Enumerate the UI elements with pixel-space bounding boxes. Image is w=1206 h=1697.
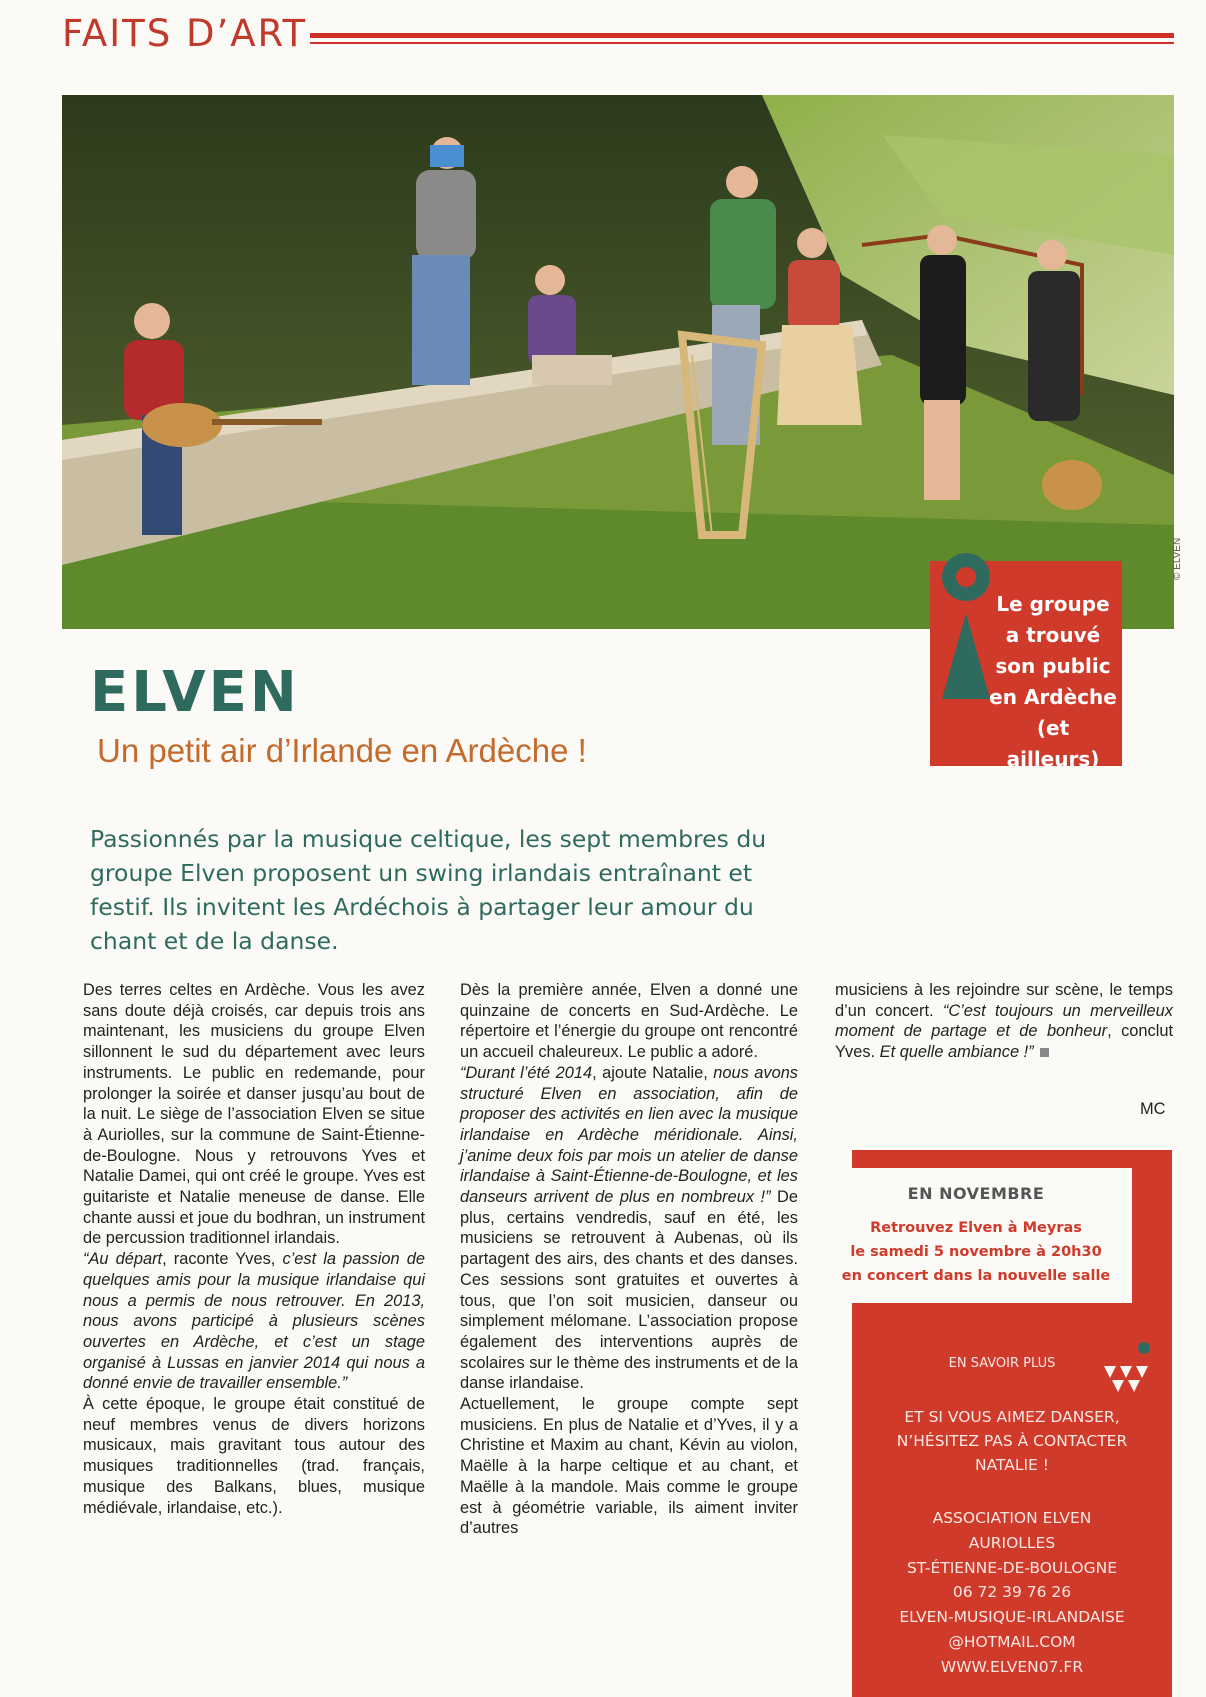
more-info-label: EN SAVOIR PLUS <box>948 1356 1056 1371</box>
article-title: ELVEN <box>90 660 300 725</box>
quote: “Durant l’été 2014 <box>460 1063 593 1082</box>
end-mark-icon <box>1040 1048 1049 1057</box>
header-rule <box>310 33 1174 38</box>
band-photo <box>62 95 1174 629</box>
event-details <box>820 1216 1132 1288</box>
event-heading: EN NOVEMBRE <box>907 1184 1045 1203</box>
event-line: en concert dans la nouvelle salle <box>841 1268 1111 1284</box>
attribution: , conclut Yves. <box>835 1022 1173 1062</box>
callout-text <box>988 589 1118 775</box>
text: De plus, certains vendredis, sauf en été, les musiciens se retrouvent à Aubenas, où ils partagent des airs, des chants et des danses. Ces sessions sont gratuites et ouvertes à tous, que l’on soit musicien, danseur ou simplement mélomane. L’association propose également des interventions auprès de scolaires sur le thème des instruments et de la danse irlandaise. <box>460 1188 798 1393</box>
paragraph: À cette époque, le groupe était constitué de neuf membres venus de divers horizons musicaux, mais gravitant tous autour des musiques traditionnelles (trad. français, musique des Balkans, blues, musique médiévale, irlandaise, etc.). <box>83 1395 425 1517</box>
article-column-2 <box>460 980 798 1539</box>
contact-email: @HOTMAIL.COM <box>948 1632 1076 1651</box>
paragraph: Des terres celtes en Ardèche. Vous les avez sans doute déjà croisés, car depuis trois ans maintenant, les musiciens du groupe Elven sillonnent le sud du département avec leurs instruments. Le public en redemande, pour prolonger la soirée et danser jusqu’au bout de la nuit. Le siège de l’association Elven se situe à Auriolles, sur la commune de Saint-Étienne-de-Boulogne. Nous y retrouvons Yves et Natalie Damei, qui ont créé le groupe. Yves est guitariste et Natalie meneuse de danse. Elle chante aussi et joue du bodhran, un instrument de percussion traditionnel irlandais. <box>83 981 425 1248</box>
contact-line: ASSOCIATION ELVEN <box>932 1509 1092 1527</box>
callout-line: son public <box>995 654 1111 678</box>
quote: “C’est toujours un merveilleux moment de partage et de bonheur <box>835 1001 1173 1041</box>
attribution: , raconte Yves, <box>162 1250 283 1269</box>
contact-website: WWW.ELVEN07.FR <box>940 1657 1084 1676</box>
contact-info <box>852 1506 1172 1680</box>
text: musiciens à les rejoindre sur scène, le temps d’un concert. <box>835 981 1173 1020</box>
paragraph: Dès la première année, Elven a donné une quinzaine de concerts en Sud-Ardèche. Le répertoire et l’énergie du groupe ont rencontré un accueil chaleureux. Le public a adoré. <box>460 981 798 1062</box>
event-line: Retrouvez Elven à Meyras <box>870 1220 1082 1236</box>
dance-line: N’HÉSITEZ PAS À CONTACTER <box>896 1432 1128 1450</box>
event-box <box>820 1168 1132 1303</box>
event-line: le samedi 5 novembre à 20h30 <box>850 1244 1102 1260</box>
contact-line: AURIOLLES <box>968 1533 1056 1552</box>
attribution: , ajoute Natalie, <box>592 1063 714 1082</box>
contact-phone: 06 72 39 76 26 <box>952 1583 1072 1602</box>
callout-line: (et ailleurs) <box>1006 716 1100 771</box>
info-icon <box>938 553 994 699</box>
callout-line: Le groupe <box>996 592 1110 616</box>
paragraph <box>83 1249 425 1394</box>
callout-line: en Ardèche <box>989 685 1117 709</box>
article-lede: Passionnés par la musique celtique, les sept membres du groupe Elven proposent un swing irlandais entraînant et festif. Ils invitent les Ardéchois à partager leur amour du chant et de la danse. <box>90 825 767 955</box>
section-rubric: FAITS D’ART <box>62 12 308 55</box>
article-column-1 <box>83 980 425 1518</box>
author-signature: MC <box>1140 1100 1166 1118</box>
article-subtitle: Un petit air d’Irlande en Ardèche ! <box>97 732 587 769</box>
article-column-3 <box>835 980 1173 1063</box>
paragraph <box>460 1063 798 1394</box>
quote: c’est la passion de quelques amis pour la musique irlandaise qui nous a permis de nous retrouver. En 2013, nous avons participé à plusieurs scènes ouvertes en Ardèche, et c’est un stage organisé à Lussas en janvier 2014 qui nous a donné envie de travailler ensemble.” <box>83 1250 425 1393</box>
callout-line: a trouvé <box>1005 623 1101 647</box>
dance-line: NATALIE ! <box>974 1456 1049 1474</box>
quote: “Au départ <box>83 1250 163 1269</box>
dance-line: ET SI VOUS AIMEZ DANSER, <box>904 1408 1120 1426</box>
paragraph <box>835 980 1173 1063</box>
quote: Et quelle ambiance !” <box>879 1043 1034 1062</box>
quote: nous avons structuré Elven en association, afin de proposer des activités en lien avec la musique irlandaise en Ardèche méridionale. Ainsi, j’anime deux fois par mois un atelier de danse irlandaise à Saint-Étienne-de-Boulogne, et les danseurs arrivent de plus en nombreux !” <box>460 1063 799 1207</box>
paragraph: Actuellement, le groupe compte sept musiciens. En plus de Natalie et d’Yves, il y a Christine et Maxim au chant, Kévin au violon, Maëlle à la harpe celtique et au chant, et Maëlle à la mandole. Mais comme le groupe est à géométrie variable, ils aiment inviter d’autres <box>460 1395 798 1538</box>
callout-box <box>930 561 1122 771</box>
contact-line: ST-ÉTIENNE-DE-BOULOGNE <box>906 1558 1118 1577</box>
header-rule-thin <box>310 42 1174 44</box>
contact-email: ELVEN-MUSIQUE-IRLANDAISE <box>899 1608 1125 1627</box>
dance-invite <box>852 1405 1172 1477</box>
photo-credit: © ELVEN <box>1172 537 1183 580</box>
dance-logo-icon <box>1098 1340 1156 1400</box>
